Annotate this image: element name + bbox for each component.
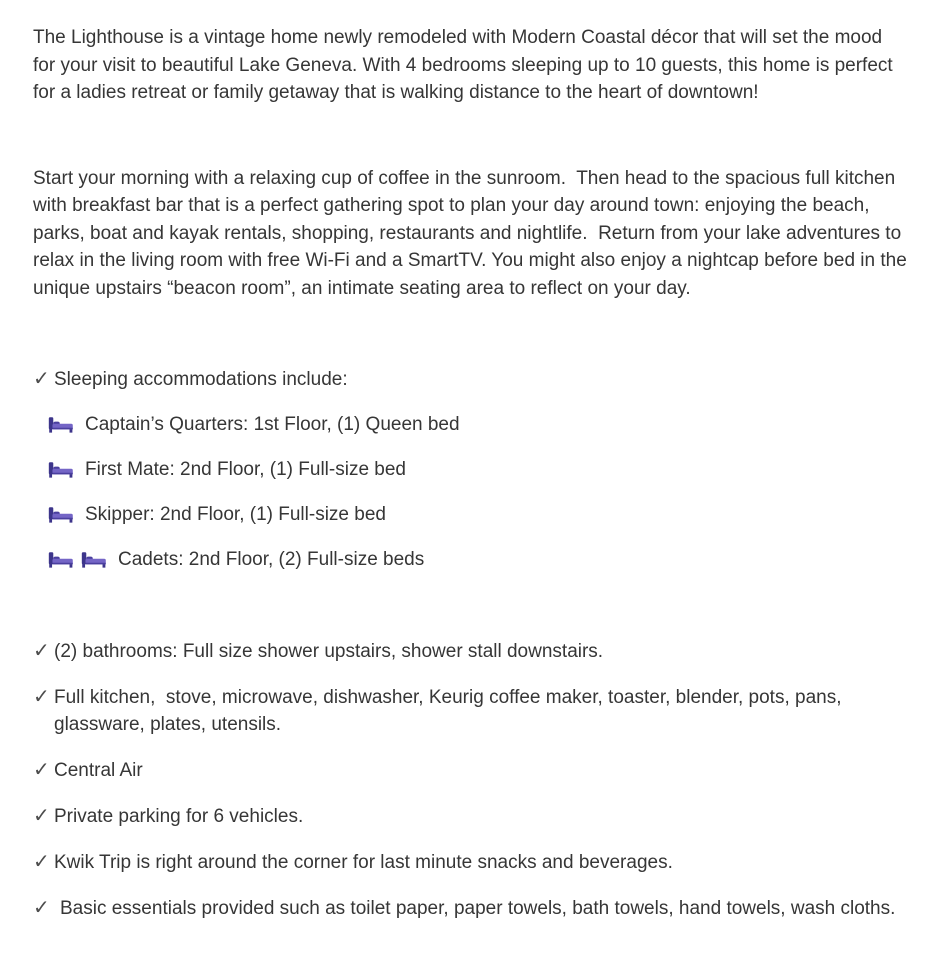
amenity-label: Private parking for 6 vehicles. xyxy=(54,806,304,827)
sleeping-section xyxy=(33,366,908,574)
amenity-label: Basic essentials provided such as toilet paper, paper towels, bath towels, hand towels, wash cloths. xyxy=(60,898,896,919)
amenity-item-essentials xyxy=(33,895,908,923)
bed-icon xyxy=(48,460,74,479)
room-label: Skipper: 2nd Floor, (1) Full-size bed xyxy=(85,504,386,525)
room-item-cadets xyxy=(48,546,908,574)
amenity-item-kitchen xyxy=(33,684,908,739)
checkmark-icon: ✓ xyxy=(33,685,50,708)
checkmark-icon: ✓ xyxy=(33,759,50,781)
amenity-label: Central Air xyxy=(54,760,143,781)
room-label: First Mate: 2nd Floor, (1) Full-size bed xyxy=(85,459,406,480)
room-label: Cadets: 2nd Floor, (2) Full-size beds xyxy=(118,549,425,570)
rooms-list xyxy=(33,411,908,574)
checkmark-icon: ✓ xyxy=(33,805,50,827)
room-label: Captain’s Quarters: 1st Floor, (1) Queen bed xyxy=(85,414,460,435)
checkmark-icon: ✓ xyxy=(33,897,50,919)
amenity-item-kwik-trip xyxy=(33,849,908,877)
amenity-item-parking xyxy=(33,803,908,831)
room-item-skipper xyxy=(48,501,908,529)
amenities-list xyxy=(33,638,908,923)
overview-paragraph: Start your morning with a relaxing cup of coffee in the sunroom. Then head to the spacious full kitchen with breakfast bar that is a perfect gathering spot to plan your day around town: enjoying the beach, parks, boat and kayak rentals, shopping, restaurants and nightlife. Return from your lake adventures to relax in the living room with free Wi-Fi and a SmartTV. You might also enjoy a nightcap before bed in the unique upstairs “beacon room”, an intimate seating area to reflect on your day. xyxy=(33,167,913,299)
checkmark-icon: ✓ xyxy=(33,639,50,662)
checkmark-icon: ✓ xyxy=(33,851,50,873)
amenity-label: (2) bathrooms: Full size shower upstairs, shower stall downstairs. xyxy=(54,640,604,662)
amenity-label: Full kitchen, stove, microwave, dishwasher, Keurig coffee maker, toaster, blender, pots, pans, glassware, plates, utensils. xyxy=(54,686,847,735)
amenity-item-central-air xyxy=(33,757,908,785)
bed-icon xyxy=(48,505,74,524)
bed-icon-pair xyxy=(48,550,107,569)
room-item-first-mate xyxy=(48,456,908,484)
sleeping-heading-row xyxy=(33,366,908,394)
checkmark-icon: ✓ xyxy=(33,368,50,390)
room-item-captains-quarters xyxy=(48,411,908,439)
sleeping-heading: Sleeping accommodations include: xyxy=(54,369,348,390)
intro-paragraph: The Lighthouse is a vintage home newly remodeled with Modern Coastal décor that will set the mood for your visit to beautiful Lake Geneva. With 4 bedrooms sleeping up to 10 guests, this home is perfect for a ladies retreat or family getaway that is walking distance to the heart of downtown! xyxy=(33,27,898,103)
amenity-item-bathrooms xyxy=(33,638,908,666)
amenity-label: Kwik Trip is right around the corner for last minute snacks and beverages. xyxy=(54,852,673,873)
bed-icon xyxy=(48,415,74,434)
